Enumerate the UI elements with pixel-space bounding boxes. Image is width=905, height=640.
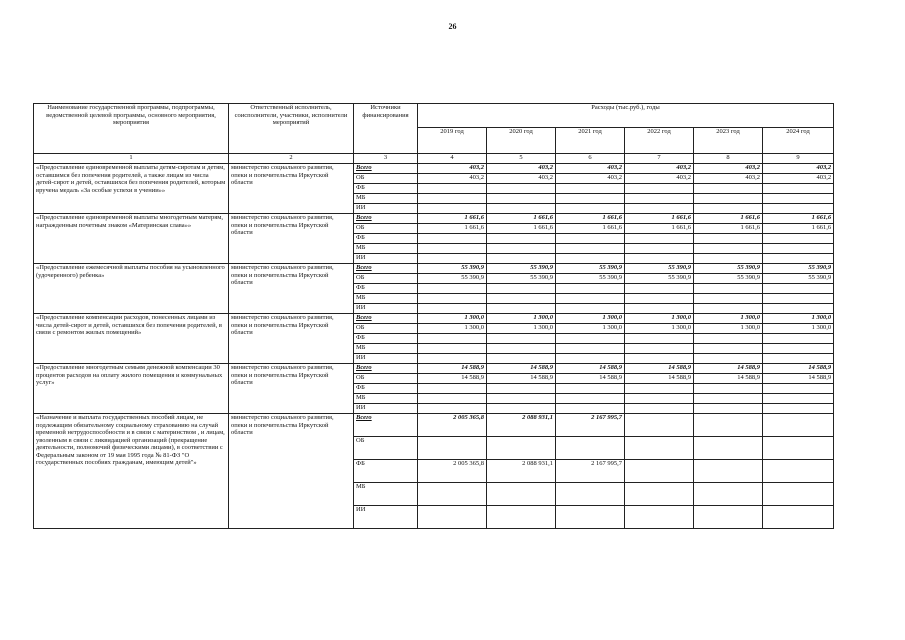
funding-source: ОБ — [354, 324, 418, 334]
measure-name: «Предоставление единовременной выплаты многодетным матерям, награжденным почетным знаком «Материнская слава»» — [34, 214, 229, 264]
funding-source: Всего — [354, 414, 418, 437]
year-header: 2020 год — [487, 128, 556, 154]
expense-value — [556, 334, 625, 344]
expense-value — [763, 254, 834, 264]
expense-value: 2 167 995,7 — [556, 460, 625, 483]
expenses-header: Расходы (тыс.руб.), годы — [418, 104, 834, 128]
expense-value — [418, 404, 487, 414]
expense-value — [625, 506, 694, 529]
expense-value — [763, 294, 834, 304]
expense-value — [487, 394, 556, 404]
expense-value — [487, 384, 556, 394]
expense-value: 403,2 — [694, 164, 763, 174]
column-index: 7 — [625, 154, 694, 164]
expense-value: 1 300,0 — [763, 324, 834, 334]
expense-value — [694, 404, 763, 414]
expense-value — [694, 244, 763, 254]
expense-value — [487, 506, 556, 529]
expense-value — [418, 394, 487, 404]
expense-value — [694, 194, 763, 204]
expense-value: 1 661,6 — [556, 214, 625, 224]
expense-value: 1 300,0 — [694, 314, 763, 324]
funding-source: Всего — [354, 364, 418, 374]
expense-value — [694, 344, 763, 354]
expense-value — [763, 460, 834, 483]
expense-value: 2 088 931,1 — [487, 414, 556, 437]
column-index: 5 — [487, 154, 556, 164]
measure-name: «Предоставление компенсации расходов, понесенных лицами из числа детей-сирот и детей, оставшихся без попечения родителей, в связи с ремонтом жилых помещений» — [34, 314, 229, 364]
expense-value — [487, 194, 556, 204]
expense-value — [487, 344, 556, 354]
expense-value: 1 661,6 — [763, 214, 834, 224]
funding-source: ИИ — [354, 354, 418, 364]
expense-value: 55 390,9 — [694, 264, 763, 274]
expense-value: 2 005 365,8 — [418, 460, 487, 483]
expense-value — [625, 304, 694, 314]
expense-value — [763, 483, 834, 506]
funding-source: ОБ — [354, 437, 418, 460]
expense-value — [556, 294, 625, 304]
expense-value — [625, 384, 694, 394]
expense-value — [487, 437, 556, 460]
expense-value — [625, 414, 694, 437]
expense-value: 55 390,9 — [418, 264, 487, 274]
expense-value: 1 661,6 — [625, 214, 694, 224]
expense-value: 1 661,6 — [625, 224, 694, 234]
expense-value — [418, 354, 487, 364]
funding-source: МБ — [354, 244, 418, 254]
expense-value — [556, 437, 625, 460]
expense-value — [487, 483, 556, 506]
column-index: 8 — [694, 154, 763, 164]
table-row — [34, 164, 834, 174]
program-header: Наименование государственной программы, подпрограммы, ведомственной целевой программы, основного мероприятия, мероприятия — [34, 104, 229, 154]
funding-source: ФБ — [354, 384, 418, 394]
expense-value — [556, 194, 625, 204]
expense-value — [418, 204, 487, 214]
expense-value — [487, 254, 556, 264]
expense-value — [763, 234, 834, 244]
expense-value — [763, 194, 834, 204]
expense-value — [487, 354, 556, 364]
expense-value — [625, 334, 694, 344]
expense-value — [694, 437, 763, 460]
expense-value: 1 661,6 — [418, 224, 487, 234]
expense-value — [487, 404, 556, 414]
table-row — [34, 264, 834, 274]
funding-source: МБ — [354, 294, 418, 304]
responsible-executor: министерство социального развития, опеки и попечительства Иркутской области — [229, 264, 354, 314]
responsible-executor: министерство социального развития, опеки и попечительства Иркутской области — [229, 364, 354, 414]
funding-source: ФБ — [354, 184, 418, 194]
measure-name: «Назначение и выплата государственных пособий лицам, не подлежащим обязательному социальному страхованию на случай временной нетрудоспособности и в связи с материнством , и лицам, уволенным в связи с ликвидацией организаций (прекращение деятельности, полномочий физическими лицами), в соответствии с Федеральным законом от 19 мая 1995 года № 81-ФЗ "О государственных пособиях гражданам, имеющим детей"» — [34, 414, 229, 529]
expense-value — [556, 284, 625, 294]
expense-value: 403,2 — [763, 164, 834, 174]
expense-value: 14 588,9 — [694, 374, 763, 384]
expense-value: 55 390,9 — [625, 264, 694, 274]
expense-value: 55 390,9 — [487, 264, 556, 274]
expense-value — [694, 204, 763, 214]
expense-value — [694, 184, 763, 194]
funding-source: МБ — [354, 194, 418, 204]
expense-value — [694, 354, 763, 364]
funding-source: Всего — [354, 314, 418, 324]
funding-source: ФБ — [354, 284, 418, 294]
expense-value — [763, 204, 834, 214]
expense-value — [763, 394, 834, 404]
page-number: 26 — [448, 22, 457, 31]
expense-value — [694, 394, 763, 404]
expense-value: 2 167 995,7 — [556, 414, 625, 437]
column-index: 2 — [229, 154, 354, 164]
expense-value — [694, 384, 763, 394]
expense-value: 403,2 — [418, 174, 487, 184]
expense-value: 1 661,6 — [556, 224, 625, 234]
funding-source: ИИ — [354, 506, 418, 529]
expense-value — [763, 414, 834, 437]
expense-value: 1 300,0 — [556, 324, 625, 334]
column-index: 6 — [556, 154, 625, 164]
expense-value — [418, 483, 487, 506]
expense-value — [694, 460, 763, 483]
expense-value: 1 300,0 — [487, 324, 556, 334]
expense-value — [694, 414, 763, 437]
funding-source: ОБ — [354, 224, 418, 234]
expense-value — [418, 344, 487, 354]
expense-value — [556, 483, 625, 506]
expense-value — [556, 204, 625, 214]
expense-value — [418, 184, 487, 194]
expense-value: 403,2 — [556, 164, 625, 174]
expense-value: 55 390,9 — [487, 274, 556, 284]
expense-value — [556, 304, 625, 314]
expense-value — [418, 234, 487, 244]
expense-value — [556, 404, 625, 414]
expense-value — [625, 244, 694, 254]
funding-source: ОБ — [354, 174, 418, 184]
expense-value — [487, 284, 556, 294]
expense-value — [694, 234, 763, 244]
expense-value: 14 588,9 — [556, 364, 625, 374]
expense-value — [418, 294, 487, 304]
expense-value — [763, 184, 834, 194]
year-header: 2021 год — [556, 128, 625, 154]
measure-name: «Предоставление ежемесячной выплаты пособия на усыновленного (удочеренного) ребенка» — [34, 264, 229, 314]
expense-value: 55 390,9 — [625, 274, 694, 284]
expense-value — [418, 244, 487, 254]
funding-source: МБ — [354, 344, 418, 354]
funding-source: ИИ — [354, 304, 418, 314]
expense-value — [625, 254, 694, 264]
expense-value: 14 588,9 — [418, 374, 487, 384]
expense-value: 403,2 — [625, 164, 694, 174]
measure-name: «Предоставление многодетным семьям денежной компенсации 30 процентов расходов на оплату жилого помещения и коммунальных услуг» — [34, 364, 229, 414]
expense-value: 14 588,9 — [556, 374, 625, 384]
expense-value: 14 588,9 — [487, 374, 556, 384]
funding-source: Всего — [354, 264, 418, 274]
table-body — [34, 164, 834, 529]
funding-source: ФБ — [354, 234, 418, 244]
expense-value: 1 300,0 — [556, 314, 625, 324]
expense-value — [556, 354, 625, 364]
expense-value — [487, 204, 556, 214]
funding-source: МБ — [354, 394, 418, 404]
table-row — [34, 364, 834, 374]
expense-value: 14 588,9 — [487, 364, 556, 374]
expense-value — [625, 194, 694, 204]
funding-source: ОБ — [354, 274, 418, 284]
expense-value — [763, 506, 834, 529]
expense-value — [487, 234, 556, 244]
expense-value — [556, 234, 625, 244]
expense-value — [763, 437, 834, 460]
expense-value: 403,2 — [763, 174, 834, 184]
expense-value: 1 300,0 — [487, 314, 556, 324]
expense-value — [418, 334, 487, 344]
expense-value — [487, 304, 556, 314]
expense-value: 1 300,0 — [418, 324, 487, 334]
funding-source: ИИ — [354, 404, 418, 414]
expense-value: 1 661,6 — [487, 224, 556, 234]
expense-value — [556, 394, 625, 404]
expense-value — [487, 294, 556, 304]
expense-value: 55 390,9 — [418, 274, 487, 284]
expense-value: 2 088 931,1 — [487, 460, 556, 483]
expense-value — [694, 254, 763, 264]
responsible-executor: министерство социального развития, опеки и попечительства Иркутской области — [229, 214, 354, 264]
expense-value — [418, 284, 487, 294]
expense-value — [556, 244, 625, 254]
expense-value — [625, 184, 694, 194]
expense-value — [625, 483, 694, 506]
expense-value: 55 390,9 — [763, 264, 834, 274]
year-header: 2023 год — [694, 128, 763, 154]
funding-source: ФБ — [354, 334, 418, 344]
expense-value: 403,2 — [625, 174, 694, 184]
column-index: 3 — [354, 154, 418, 164]
expense-value: 14 588,9 — [763, 364, 834, 374]
expense-value: 403,2 — [418, 164, 487, 174]
budget-table — [33, 103, 834, 529]
expense-value — [556, 384, 625, 394]
expense-value: 403,2 — [487, 164, 556, 174]
expense-value — [625, 437, 694, 460]
expense-value — [625, 460, 694, 483]
year-header: 2019 год — [418, 128, 487, 154]
source-header: Источники финансирования — [354, 104, 418, 154]
expense-value — [556, 344, 625, 354]
expense-value — [556, 506, 625, 529]
expense-value: 1 300,0 — [418, 314, 487, 324]
expense-value — [625, 404, 694, 414]
expense-value: 14 588,9 — [625, 364, 694, 374]
expense-value: 2 005 365,8 — [418, 414, 487, 437]
responsible-executor: министерство социального развития, опеки и попечительства Иркутской области — [229, 314, 354, 364]
expense-value: 14 588,9 — [625, 374, 694, 384]
expense-value: 14 588,9 — [763, 374, 834, 384]
expense-value — [625, 234, 694, 244]
table-row — [34, 414, 834, 437]
responsible-executor: министерство социального развития, опеки и попечительства Иркутской области — [229, 414, 354, 529]
expense-value: 1 661,6 — [763, 224, 834, 234]
expense-value — [625, 294, 694, 304]
expense-value — [763, 334, 834, 344]
funding-source: ИИ — [354, 204, 418, 214]
expense-value — [625, 284, 694, 294]
expense-value — [763, 344, 834, 354]
expense-value — [625, 394, 694, 404]
expense-value: 55 390,9 — [763, 274, 834, 284]
funding-source: ФБ — [354, 460, 418, 483]
expense-value: 403,2 — [487, 174, 556, 184]
expense-value — [625, 354, 694, 364]
expense-value: 55 390,9 — [556, 264, 625, 274]
expense-value — [694, 506, 763, 529]
expense-value: 1 300,0 — [625, 324, 694, 334]
table-row — [34, 214, 834, 224]
funding-source: ОБ — [354, 374, 418, 384]
expense-value — [763, 404, 834, 414]
expense-value — [763, 284, 834, 294]
expense-value — [556, 254, 625, 264]
expense-value: 1 661,6 — [694, 214, 763, 224]
expense-value — [556, 184, 625, 194]
expense-value: 14 588,9 — [418, 364, 487, 374]
expense-value: 403,2 — [556, 174, 625, 184]
expense-value — [418, 194, 487, 204]
expense-value — [418, 506, 487, 529]
expense-value — [694, 483, 763, 506]
expense-value — [487, 184, 556, 194]
expense-value — [694, 294, 763, 304]
expense-value — [418, 254, 487, 264]
table-row — [34, 314, 834, 324]
expense-value: 1 300,0 — [625, 314, 694, 324]
expense-value: 403,2 — [694, 174, 763, 184]
expense-value: 55 390,9 — [694, 274, 763, 284]
expense-value: 1 661,6 — [418, 214, 487, 224]
year-header: 2024 год — [763, 128, 834, 154]
expense-value: 1 661,6 — [487, 214, 556, 224]
expense-value: 1 661,6 — [694, 224, 763, 234]
expense-value: 1 300,0 — [763, 314, 834, 324]
expense-value — [763, 244, 834, 254]
funding-source: Всего — [354, 164, 418, 174]
responsible-executor: министерство социального развития, опеки и попечительства Иркутской области — [229, 164, 354, 214]
expense-value — [694, 334, 763, 344]
funding-source: ИИ — [354, 254, 418, 264]
expense-value — [418, 384, 487, 394]
measure-name: «Предоставление единовременной выплаты детям-сиротам и детям, оставшимся без попечения родителей, а также лицам из числа детей-сирот и детей, оставшихся без попечения родителей, которым вручена медаль «За особые успехи в учении»» — [34, 164, 229, 214]
expense-value: 14 588,9 — [694, 364, 763, 374]
expense-value — [418, 304, 487, 314]
column-index: 4 — [418, 154, 487, 164]
expense-value: 1 300,0 — [694, 324, 763, 334]
expense-value — [694, 284, 763, 294]
funding-source: Всего — [354, 214, 418, 224]
expense-value — [763, 354, 834, 364]
expense-value — [625, 344, 694, 354]
column-index: 1 — [34, 154, 229, 164]
expense-value — [763, 384, 834, 394]
expense-value — [625, 204, 694, 214]
expense-value — [487, 334, 556, 344]
funding-source: МБ — [354, 483, 418, 506]
expense-value — [418, 437, 487, 460]
expense-value: 55 390,9 — [556, 274, 625, 284]
expense-value — [763, 304, 834, 314]
expense-value — [487, 244, 556, 254]
column-index: 9 — [763, 154, 834, 164]
responsible-header: Ответственный исполнитель, соисполнители, участники, исполнители мероприятий — [229, 104, 354, 154]
year-header: 2022 год — [625, 128, 694, 154]
expense-value — [694, 304, 763, 314]
